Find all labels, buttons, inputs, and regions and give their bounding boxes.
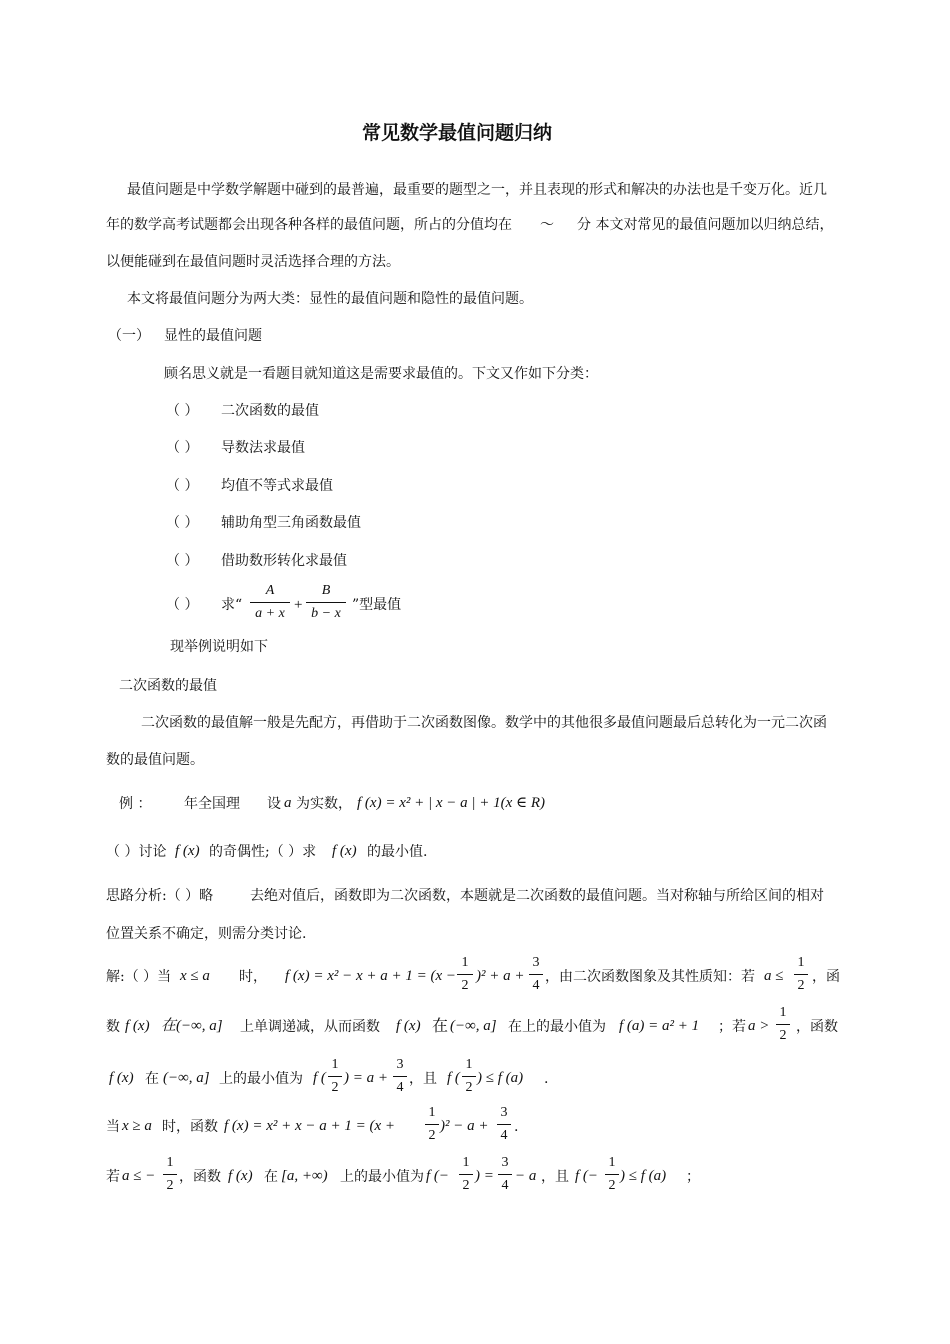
fraction-one-half: 1 2: [328, 1057, 342, 1096]
formula-fx: f (x): [125, 1018, 150, 1034]
solution-text: 在: [145, 1071, 159, 1087]
solution-text: 若: [106, 1169, 120, 1185]
formula-f-of-neg: f (−: [575, 1168, 599, 1184]
example-set: 设: [267, 796, 281, 812]
solution-text: 时，: [239, 969, 267, 985]
solution-text: 上的最小值为: [340, 1169, 424, 1185]
examples-intro: 现举例说明如下: [170, 639, 268, 655]
category-number: （ ）: [166, 403, 199, 419]
subsection-text-line-1: 二次函数的最值解一般是先配方，再借助于二次函数图像。数学中的其他很多最值问题最后总转化为一元二次函: [141, 715, 827, 731]
fraction-one-half: 1 2: [794, 955, 808, 994]
section-number: （一）: [108, 328, 150, 344]
section-title: 显性的最值问题: [164, 328, 262, 344]
fraction-three-quarters: 3 4: [498, 1155, 512, 1194]
formula-fx-case-2: f (x) = x² + x − a + 1 = (x +: [224, 1118, 396, 1134]
interval-a-pos-inf: [a, +∞): [281, 1168, 328, 1184]
fraction-three-quarters: 3 4: [393, 1057, 407, 1096]
category-label-prefix: 求“: [221, 597, 243, 613]
category-label: 导数法求最值: [221, 440, 305, 456]
formula-compare: ) ≤ f (a): [477, 1070, 524, 1086]
solution-text: .: [544, 1071, 549, 1087]
fraction-one-half: 1 2: [462, 1057, 476, 1096]
solution-text: 在: [264, 1169, 278, 1185]
solution-text: .: [514, 1119, 519, 1135]
question-fx-1: f (x): [175, 843, 200, 859]
formula-min-value: ) = a +: [344, 1070, 388, 1086]
category-label-suffix: ”型最值: [352, 597, 402, 613]
question-fx-2: f (x): [332, 843, 357, 859]
fraction-one-half: 1 2: [425, 1105, 439, 1144]
solution-text: 在: [432, 1016, 449, 1035]
intro-line-2b: 分 本文对常见的最值问题加以归纳总结，: [577, 217, 834, 233]
interval-neg-inf-a: (−∞, a]: [163, 1070, 210, 1086]
analysis-line-2: 位置关系不确定，则需分类讨论.: [106, 926, 307, 942]
formula-fx-case-1-rest: )² + a +: [476, 968, 525, 984]
formula-fx-case-1: f (x) = x² − x + a + 1 = (x −: [285, 968, 457, 984]
fraction-b-over-b-minus-x: B b − x: [306, 583, 346, 622]
solution-text: 上单调递减，从而函数: [240, 1019, 380, 1035]
question-part-3: 的最小值.: [367, 844, 428, 860]
category-label: 辅助角型三角函数最值: [221, 515, 361, 531]
fraction-three-quarters: 3 4: [497, 1105, 511, 1144]
plus-sign: +: [294, 597, 303, 613]
section-intro: 顾名思义就是一看题目就知道这是需要求最值的。下文又作如下分类：: [164, 366, 598, 382]
intro-line-1: 最值问题是中学数学解题中碰到的最普遍，最重要的题型之一，并且表现的形式和解决的办法也是千变万化。近几: [127, 182, 827, 198]
condition-a-le-half: a ≤: [764, 968, 784, 984]
intro-line-2a: 年的数学高考试题都会出现各种各样的最值问题，所占的分值均在: [106, 217, 512, 233]
fraction-a-over-a-plus-x: A a + x: [250, 583, 290, 622]
formula-fx: f (x): [228, 1168, 253, 1184]
analysis-line-1a: 思路分析:（ ）略: [106, 888, 214, 904]
category-number: （ ）: [166, 440, 199, 456]
fraction-one-half: 1 2: [776, 1005, 790, 1044]
paragraph-two-categories: 本文将最值问题分为两大类：显性的最值问题和隐性的最值问题。: [127, 291, 533, 307]
solution-text: ；若: [718, 1019, 746, 1035]
fraction-one-half: 1 2: [457, 955, 473, 994]
question-part-2: 的奇偶性;（ ）求: [209, 844, 317, 860]
solution-text: 数: [106, 1019, 120, 1035]
condition-x-le-a: x ≤ a: [180, 968, 210, 984]
formula-fa-min: f (a) = a² + 1: [619, 1018, 700, 1034]
fraction-one-half: 1 2: [605, 1155, 619, 1194]
formula-minus-a: − a: [515, 1168, 537, 1184]
formula-compare: ) ≤ f (a): [620, 1168, 667, 1184]
condition-a-le-neg-half: a ≤ −: [122, 1168, 156, 1184]
formula-equals: ) =: [475, 1168, 494, 1184]
formula-fx-case-2-rest: )² − a +: [440, 1118, 489, 1134]
fraction-one-half: 1 2: [459, 1155, 473, 1194]
category-number: （ ）: [166, 597, 199, 613]
solution-line-1-start: 解:（ ）当: [106, 969, 172, 985]
analysis-line-1b: 去绝对值后，函数即为二次函数，本题就是二次函数的最值问题。当对称轴与所给区间的相对: [250, 888, 824, 904]
fraction-three-quarters: 3 4: [529, 955, 543, 994]
example-is-real: 为实数，: [296, 796, 352, 812]
solution-text: ；: [686, 1169, 700, 1185]
page-title: 常见数学最值问题归纳: [362, 122, 553, 144]
formula-f-of: f (: [447, 1070, 460, 1086]
interval-neg-inf-a: (−∞, a]: [450, 1018, 497, 1034]
subsection-title: 二次函数的最值: [119, 678, 217, 694]
category-label: 均值不等式求最值: [221, 478, 333, 494]
example-variable: a: [284, 795, 292, 811]
solution-text: ，由二次函数图象及其性质知：若: [545, 969, 755, 985]
condition-a-gt-half: a >: [748, 1018, 770, 1034]
question-part-1: （ ）讨论: [106, 844, 167, 860]
interval-neg-inf-a: 在(−∞, a]: [161, 1018, 223, 1034]
solution-text: 时，函数: [162, 1119, 218, 1135]
formula-fx: f (x): [109, 1070, 134, 1086]
solution-text: 上的最小值为: [219, 1071, 303, 1087]
category-number: （ ）: [166, 553, 199, 569]
solution-text: ，且: [541, 1169, 569, 1185]
solution-text: ，且: [409, 1071, 437, 1087]
solution-text: ，函: [812, 969, 840, 985]
example-formula: f (x) = x² + | x − a | + 1(x ∈ R): [357, 795, 546, 811]
example-source: 年全国理: [184, 796, 240, 812]
category-label: 二次函数的最值: [221, 403, 319, 419]
intro-line-3: 以便能碰到在最值问题时灵活选择合理的方法。: [106, 254, 400, 270]
category-label: 借助数形转化求最值: [221, 553, 347, 569]
solution-text: ，函数: [796, 1019, 838, 1035]
formula-f-of: f (: [313, 1070, 326, 1086]
fraction-one-half: 1 2: [163, 1155, 177, 1194]
formula-fx: f (x): [396, 1018, 421, 1034]
category-number: （ ）: [166, 478, 199, 494]
formula-f-of-neg: f (−: [426, 1168, 450, 1184]
solution-text: ，函数: [179, 1169, 221, 1185]
condition-x-ge-a: x ≥ a: [122, 1118, 152, 1134]
solution-text: 在上的最小值为: [508, 1019, 606, 1035]
intro-line-2-tilde: ～: [540, 217, 554, 233]
subsection-text-line-2: 数的最值问题。: [106, 752, 204, 768]
example-label: 例 ：: [119, 796, 152, 812]
solution-text: 当: [106, 1119, 120, 1135]
category-number: （ ）: [166, 515, 199, 531]
